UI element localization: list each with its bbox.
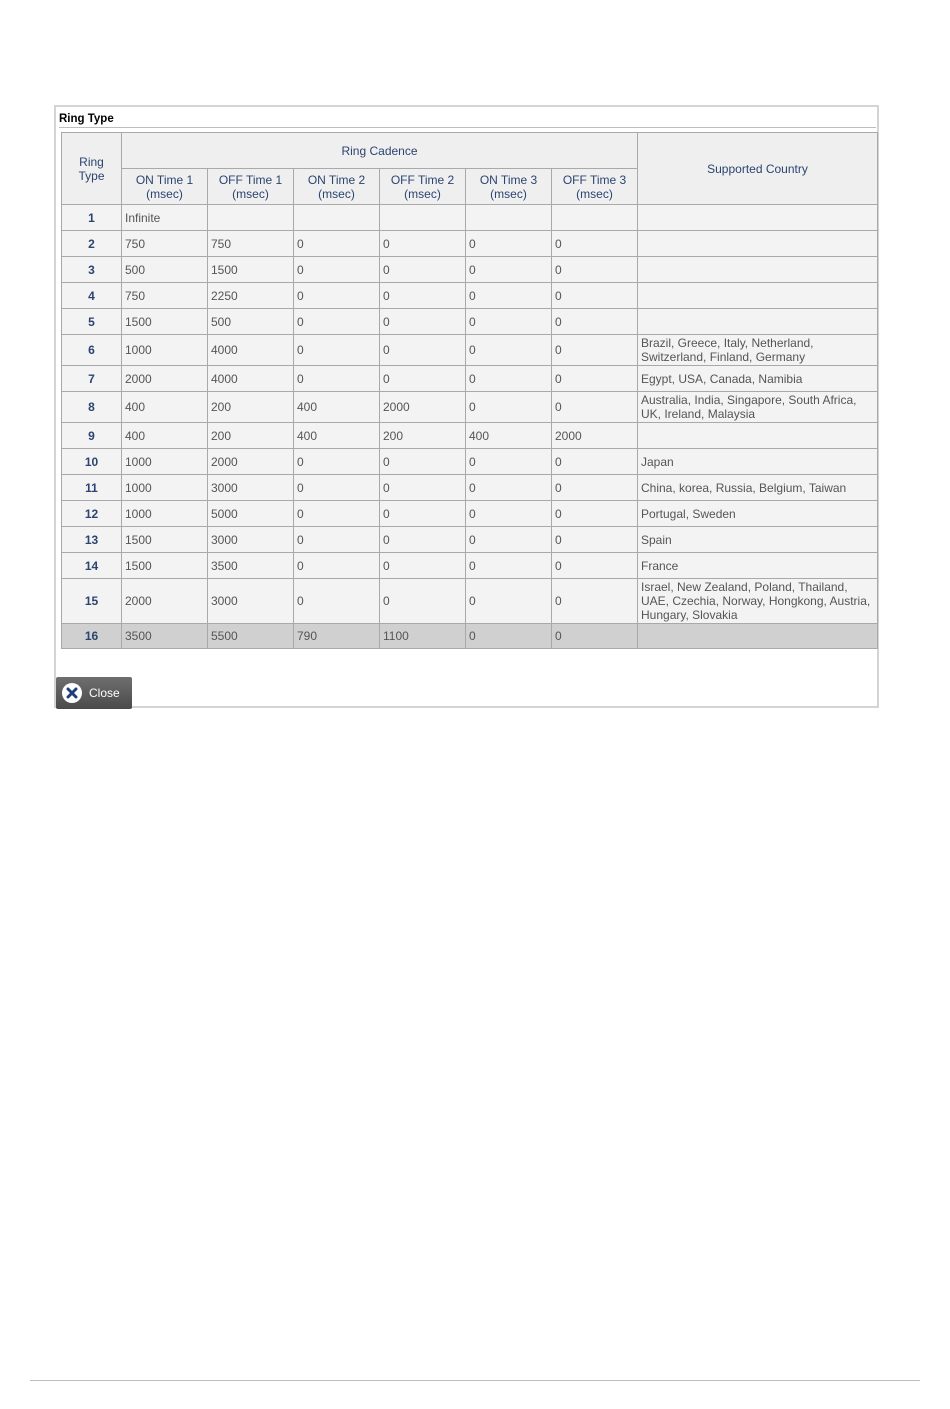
header-supported-country: Supported Country xyxy=(638,133,878,205)
ring-type-cell: 2 xyxy=(62,231,122,257)
on-time-3-cell: 0 xyxy=(466,553,552,579)
supported-country-cell xyxy=(638,205,878,231)
ring-type-dialog xyxy=(54,105,879,708)
supported-country-cell xyxy=(638,231,878,257)
off-time-2-cell: 200 xyxy=(380,423,466,449)
ring-type-cell: 3 xyxy=(62,257,122,283)
on-time-2-cell: 0 xyxy=(294,366,380,392)
table-row[interactable] xyxy=(62,366,878,392)
table-row[interactable] xyxy=(62,392,878,423)
off-time-3-cell: 0 xyxy=(552,366,638,392)
table-row[interactable] xyxy=(62,449,878,475)
off-time-2-cell: 0 xyxy=(380,527,466,553)
close-button-label: Close xyxy=(89,686,120,700)
table-row[interactable] xyxy=(62,257,878,283)
ring-type-cell: 1 xyxy=(62,205,122,231)
on-time-3-cell xyxy=(466,205,552,231)
supported-country-cell: Israel, New Zealand, Poland, Thailand, UAE, Czechia, Norway, Hongkong, Austria, Hungary, Slovakia xyxy=(638,579,878,624)
on-time-1-cell: 400 xyxy=(122,392,208,423)
supported-country-cell xyxy=(638,423,878,449)
on-time-2-cell: 400 xyxy=(294,392,380,423)
close-button[interactable] xyxy=(56,677,132,709)
supported-country-cell: Japan xyxy=(638,449,878,475)
on-time-1-cell: 2000 xyxy=(122,579,208,624)
close-icon xyxy=(62,683,82,703)
supported-country-cell: China, korea, Russia, Belgium, Taiwan xyxy=(638,475,878,501)
on-time-1-cell: 2000 xyxy=(122,366,208,392)
off-time-2-cell: 0 xyxy=(380,283,466,309)
off-time-2-cell: 0 xyxy=(380,309,466,335)
supported-country-cell: Australia, India, Singapore, South Africa, UK, Ireland, Malaysia xyxy=(638,392,878,423)
header-ring-cadence: Ring Cadence xyxy=(122,133,638,169)
off-time-2-cell: 0 xyxy=(380,579,466,624)
on-time-1-cell: 500 xyxy=(122,257,208,283)
on-time-3-cell: 0 xyxy=(466,231,552,257)
on-time-2-cell: 0 xyxy=(294,283,380,309)
off-time-1-cell: 3000 xyxy=(208,527,294,553)
off-time-2-cell: 1100 xyxy=(380,624,466,649)
on-time-1-cell: 1000 xyxy=(122,449,208,475)
supported-country-cell: Egypt, USA, Canada, Namibia xyxy=(638,366,878,392)
table-row[interactable] xyxy=(62,283,878,309)
on-time-1-cell: 1000 xyxy=(122,335,208,366)
off-time-1-cell: 750 xyxy=(208,231,294,257)
on-time-1-cell: 1500 xyxy=(122,527,208,553)
off-time-1-cell: 200 xyxy=(208,423,294,449)
off-time-3-cell: 0 xyxy=(552,527,638,553)
on-time-2-cell: 0 xyxy=(294,579,380,624)
supported-country-cell: France xyxy=(638,553,878,579)
table-row[interactable] xyxy=(62,475,878,501)
off-time-3-cell: 0 xyxy=(552,553,638,579)
off-time-3-cell: 0 xyxy=(552,624,638,649)
off-time-3-cell: 0 xyxy=(552,579,638,624)
footer-divider xyxy=(30,1380,920,1381)
table-row[interactable] xyxy=(62,423,878,449)
supported-country-cell: Portugal, Sweden xyxy=(638,501,878,527)
on-time-3-cell: 0 xyxy=(466,392,552,423)
header-on-time-2: ON Time 2 (msec) xyxy=(294,169,380,205)
ring-type-cell: 6 xyxy=(62,335,122,366)
off-time-2-cell: 0 xyxy=(380,257,466,283)
off-time-3-cell: 0 xyxy=(552,283,638,309)
on-time-3-cell: 0 xyxy=(466,475,552,501)
on-time-2-cell: 0 xyxy=(294,475,380,501)
supported-country-cell xyxy=(638,283,878,309)
off-time-2-cell: 0 xyxy=(380,475,466,501)
off-time-2-cell xyxy=(380,205,466,231)
header-ring-type: Ring Type xyxy=(62,133,122,205)
supported-country-cell xyxy=(638,257,878,283)
on-time-1-cell: 750 xyxy=(122,231,208,257)
off-time-1-cell: 4000 xyxy=(208,335,294,366)
on-time-3-cell: 0 xyxy=(466,527,552,553)
off-time-3-cell: 0 xyxy=(552,231,638,257)
table-row[interactable] xyxy=(62,309,878,335)
off-time-3-cell xyxy=(552,205,638,231)
off-time-1-cell: 500 xyxy=(208,309,294,335)
off-time-2-cell: 0 xyxy=(380,335,466,366)
off-time-1-cell: 5000 xyxy=(208,501,294,527)
on-time-1-cell: 400 xyxy=(122,423,208,449)
table-row[interactable] xyxy=(62,579,878,624)
off-time-3-cell: 0 xyxy=(552,475,638,501)
ring-type-cell: 12 xyxy=(62,501,122,527)
ring-type-cell: 4 xyxy=(62,283,122,309)
table-row[interactable] xyxy=(62,501,878,527)
off-time-3-cell: 2000 xyxy=(552,423,638,449)
ring-type-table xyxy=(61,132,878,649)
off-time-1-cell: 4000 xyxy=(208,366,294,392)
on-time-3-cell: 0 xyxy=(466,283,552,309)
ring-type-cell: 10 xyxy=(62,449,122,475)
off-time-3-cell: 0 xyxy=(552,392,638,423)
off-time-3-cell: 0 xyxy=(552,309,638,335)
on-time-2-cell: 0 xyxy=(294,257,380,283)
on-time-3-cell: 0 xyxy=(466,579,552,624)
on-time-1-cell: 1000 xyxy=(122,501,208,527)
on-time-2-cell: 0 xyxy=(294,449,380,475)
supported-country-cell: Spain xyxy=(638,527,878,553)
off-time-3-cell: 0 xyxy=(552,257,638,283)
off-time-2-cell: 0 xyxy=(380,366,466,392)
on-time-3-cell: 0 xyxy=(466,335,552,366)
on-time-2-cell: 0 xyxy=(294,501,380,527)
off-time-1-cell: 3500 xyxy=(208,553,294,579)
table-row[interactable] xyxy=(62,527,878,553)
table-row-selected[interactable] xyxy=(62,624,878,649)
header-off-time-1: OFF Time 1 (msec) xyxy=(208,169,294,205)
off-time-2-cell: 2000 xyxy=(380,392,466,423)
table-row[interactable] xyxy=(62,553,878,579)
table-row[interactable] xyxy=(62,205,878,231)
header-on-time-1: ON Time 1 (msec) xyxy=(122,169,208,205)
on-time-2-cell: 0 xyxy=(294,231,380,257)
on-time-1-cell: 1000 xyxy=(122,475,208,501)
on-time-3-cell: 0 xyxy=(466,366,552,392)
header-on-time-3: ON Time 3 (msec) xyxy=(466,169,552,205)
ring-type-cell: 13 xyxy=(62,527,122,553)
ring-type-cell: 5 xyxy=(62,309,122,335)
supported-country-cell xyxy=(638,309,878,335)
off-time-1-cell: 200 xyxy=(208,392,294,423)
off-time-3-cell: 0 xyxy=(552,449,638,475)
table-row[interactable] xyxy=(62,335,878,366)
off-time-2-cell: 0 xyxy=(380,449,466,475)
on-time-1-cell: 1500 xyxy=(122,553,208,579)
ring-type-cell: 14 xyxy=(62,553,122,579)
on-time-1-cell: Infinite xyxy=(122,205,208,231)
off-time-1-cell xyxy=(208,205,294,231)
off-time-2-cell: 0 xyxy=(380,501,466,527)
on-time-3-cell: 400 xyxy=(466,423,552,449)
on-time-2-cell: 0 xyxy=(294,309,380,335)
off-time-2-cell: 0 xyxy=(380,231,466,257)
on-time-1-cell: 3500 xyxy=(122,624,208,649)
on-time-2-cell: 400 xyxy=(294,423,380,449)
ring-type-cell: 11 xyxy=(62,475,122,501)
on-time-2-cell: 0 xyxy=(294,335,380,366)
off-time-3-cell: 0 xyxy=(552,501,638,527)
on-time-3-cell: 0 xyxy=(466,257,552,283)
ring-type-cell: 9 xyxy=(62,423,122,449)
ring-type-cell: 7 xyxy=(62,366,122,392)
off-time-1-cell: 2250 xyxy=(208,283,294,309)
off-time-2-cell: 0 xyxy=(380,553,466,579)
on-time-2-cell: 0 xyxy=(294,553,380,579)
on-time-3-cell: 0 xyxy=(466,624,552,649)
off-time-1-cell: 3000 xyxy=(208,475,294,501)
off-time-1-cell: 5500 xyxy=(208,624,294,649)
on-time-2-cell: 0 xyxy=(294,527,380,553)
on-time-3-cell: 0 xyxy=(466,449,552,475)
on-time-3-cell: 0 xyxy=(466,501,552,527)
table-row[interactable] xyxy=(62,231,878,257)
dialog-title: Ring Type xyxy=(59,112,876,128)
on-time-1-cell: 750 xyxy=(122,283,208,309)
ring-type-cell: 15 xyxy=(62,579,122,624)
supported-country-cell: Brazil, Greece, Italy, Netherland, Switzerland, Finland, Germany xyxy=(638,335,878,366)
on-time-2-cell: 790 xyxy=(294,624,380,649)
header-off-time-2: OFF Time 2 (msec) xyxy=(380,169,466,205)
ring-type-cell: 8 xyxy=(62,392,122,423)
on-time-2-cell xyxy=(294,205,380,231)
on-time-1-cell: 1500 xyxy=(122,309,208,335)
header-off-time-3: OFF Time 3 (msec) xyxy=(552,169,638,205)
off-time-1-cell: 2000 xyxy=(208,449,294,475)
off-time-3-cell: 0 xyxy=(552,335,638,366)
off-time-1-cell: 3000 xyxy=(208,579,294,624)
supported-country-cell xyxy=(638,624,878,649)
ring-type-cell: 16 xyxy=(62,624,122,649)
on-time-3-cell: 0 xyxy=(466,309,552,335)
off-time-1-cell: 1500 xyxy=(208,257,294,283)
